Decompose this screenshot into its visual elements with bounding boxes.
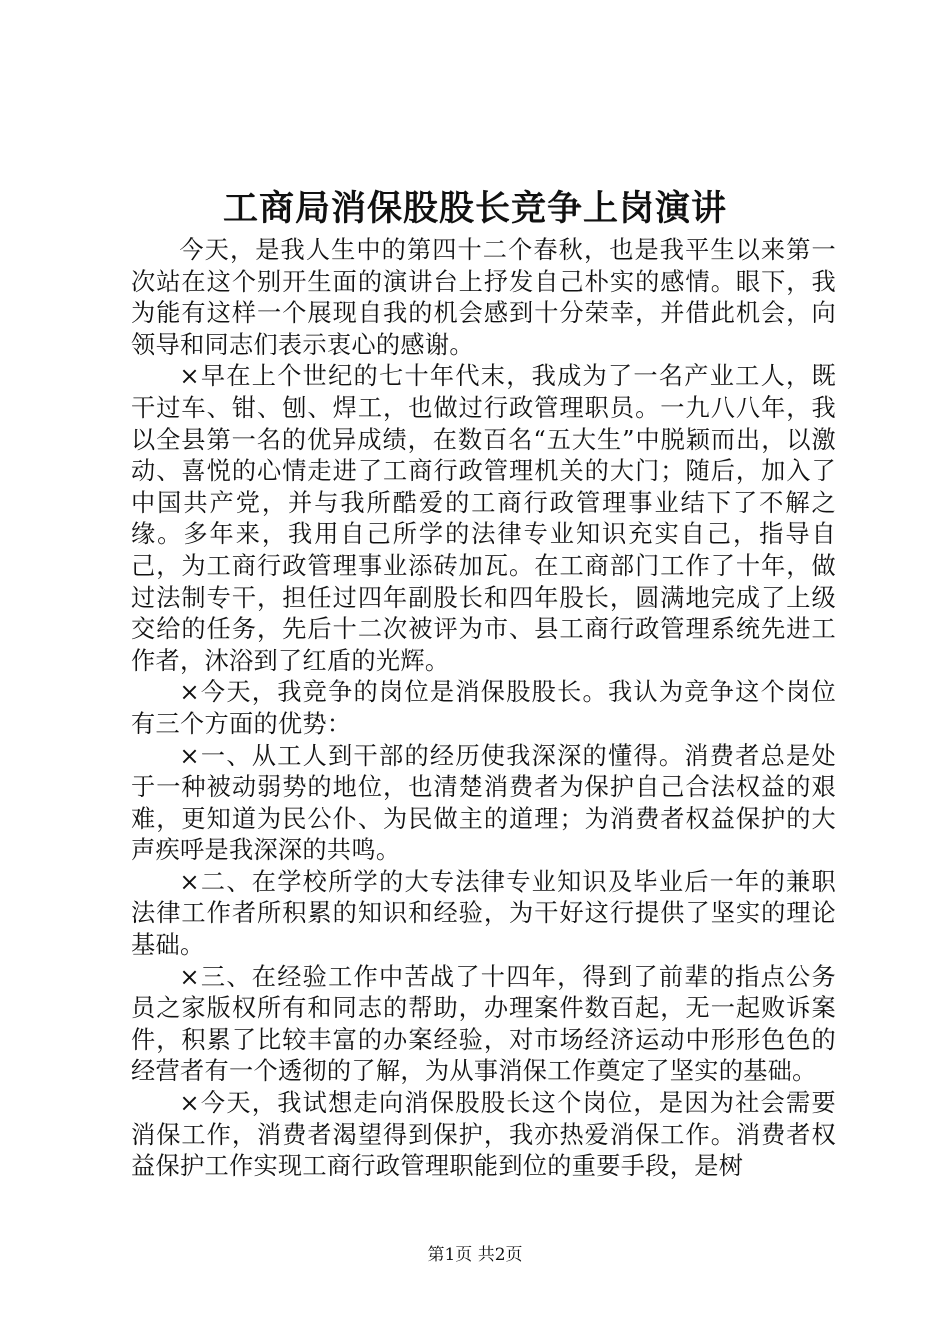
paragraph: ×今天，我竞争的岗位是消保股股长。我认为竞争这个岗位有三个方面的优势： bbox=[131, 678, 836, 738]
page-number: 第1页 共2页 bbox=[427, 1245, 523, 1265]
paragraph: 今天，是我人生中的第四十二个春秋，也是我平生以来第一次站在这个别开生面的演讲台上抒发自己朴实的感情。眼下，我为能有这样一个展现自我的机会感到十分荣幸，并借此机会，向领导和同志们表示衷心的感谢。 bbox=[131, 236, 836, 359]
document-title: 工商局消保股股长竞争上岗演讲 bbox=[222, 188, 727, 229]
paragraph: ×一、从工人到干部的经历使我深深的懂得。消费者总是处于一种被动弱势的地位，也清楚消费者为保护自己合法权益的艰难，更知道为民公仆、为民做主的道理；为消费者权益保护的大声疾呼是我深深的共鸣。 bbox=[131, 741, 836, 865]
paragraph: ×二、在学校所学的大专法律专业知识及毕业后一年的兼职法律工作者所积累的知识和经验，为干好这行提供了坚实的理论基础。 bbox=[131, 867, 836, 960]
paragraph: ×三、在经验工作中苦战了十四年，得到了前辈的指点公务员之家版权所有和同志的帮助，办理案件数百起，无一起败诉案件，积累了比较丰富的办案经验，对市场经济运动中形形色色的经营者有一个透彻的了解，为从事消保工作奠定了坚实的基础。 bbox=[131, 962, 836, 1086]
page-footer bbox=[0, 1243, 950, 1267]
paragraph: ×早在上个世纪的七十年代末，我成为了一名产业工人，既干过车、钳、刨、焊工，也做过行政管理职员。一九八八年，我以全县第一名的优异成绩，在数百名“五大生”中脱颖而出，以激动、喜悦的心情走进了工商行政管理机关的大门；随后，加入了中国共产党，并与我所酷爱的工商行政管理事业结下了不解之缘。多年来，我用自己所学的法律专业知识充实自己，指导自己，为工商行政管理事业添砖加瓦。在工商部门工作了十年，做过法制专干，担任过四年副股长和四年股长，圆满地完成了上级交给的任务，先后十二次被评为市、县工商行政管理系统先进工作者，沐浴到了红盾的光辉。 bbox=[131, 362, 836, 675]
paragraph: ×今天，我试想走向消保股股长这个岗位，是因为社会需要消保工作，消费者渴望得到保护，我亦热爱消保工作。消费者权益保护工作实现工商行政管理职能到位的重要手段，是树 bbox=[131, 1089, 836, 1181]
document-body bbox=[131, 235, 836, 1183]
